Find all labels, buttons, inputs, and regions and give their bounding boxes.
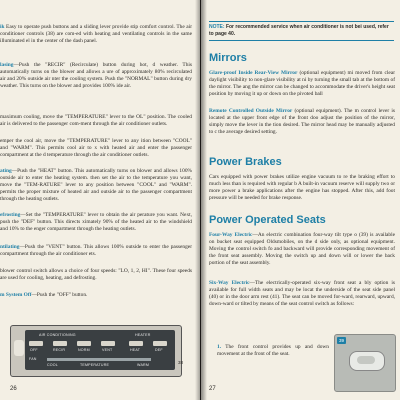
seats-list-item-1-text: The front control provides up and down movement at the front of the seat. — [217, 344, 329, 358]
left-paragraph-4-text: emper the cool air, move the "TEMPERATURE" lever to any ition between "COOL" and "WARM". This permits cool air to x with heated air and enter the passenger compartment at the d temperature through the air conditioner outlets. — [0, 138, 192, 159]
seat-switch-knob — [357, 356, 375, 364]
control-panel-face — [25, 330, 175, 370]
seats-paragraph-2-text: —The electrically-operated six-way front seat a bly option is available for full width seats and may be locat the underside of the seat side panel (40) or in the door arm rest (41). The seat can be moved for-ward, rearward, upward, down-ward or tilted by means of the seat control switch as follows: — [209, 280, 395, 308]
left-paragraph-4 — [0, 138, 192, 159]
left-paragraph-6 — [0, 212, 192, 233]
mirror-paragraph-1-lead: Glare-proof Inside Rear-View Mirror — [209, 70, 298, 76]
air-conditioning-caption: AIR CONDITIONING — [39, 333, 76, 337]
left-paragraph-9 — [0, 292, 192, 299]
left-paragraph-5-lead: ating — [0, 168, 12, 174]
right-page — [201, 0, 400, 400]
heater-caption: HEATER — [135, 333, 151, 337]
mirror-paragraph-1 — [209, 70, 395, 98]
seat-control-photo — [334, 334, 396, 392]
left-paragraph-3-text: maximum cooling, move the "TEMPERATURE" lever to the OL" position. The cooled air is delivered to the passenger com-ment through the air conditioner outlets. — [0, 114, 192, 128]
norm-button-graphic — [77, 341, 91, 346]
norm-label: NORM — [78, 348, 90, 352]
climate-control-panel-illustration — [10, 325, 182, 377]
note-text: For recommended service when air conditioner is not bei used, refer to page 40. — [209, 24, 389, 37]
mirror-paragraph-1-text: (optional equipment) mi moved from clear daylight visibility to non-glare visibility at ni by turning the small tab at the bottom of the mirror. The ang the mirror can be changed to accommodate the driver's height seat position by moving it up or down on the pivoted ball — [209, 70, 395, 98]
fan-caption: FAN — [29, 357, 37, 361]
recir-button-graphic — [53, 341, 67, 346]
left-paragraph-7-text: —Push the "VENT" button. This allows 100% outside to enter the passenger compartment through the air conditioner ets. — [0, 244, 192, 258]
left-paragraph-5-text: —Push the "HEAT" button. This automatically turns on blower and allows 100% outside air to enter the heating system. then set the air to the temperature you want, move the "TEM-RATURE" lever to any position between "COOL" and "WARM". permits the proper mixture of heated air and outside air to the passenger compartment through the heating outlets. — [0, 168, 192, 203]
left-paragraph-2 — [0, 62, 192, 90]
left-paragraph-5 — [0, 168, 192, 203]
recir-label: RECIR — [53, 348, 66, 352]
book-gutter-shadow — [195, 0, 207, 400]
seats-paragraph-2-lead: Six-Way Electric — [209, 280, 250, 286]
brakes-paragraph-1 — [209, 174, 395, 202]
def-label: DEF — [155, 348, 163, 352]
right-page-number: 27 — [209, 386, 216, 392]
heat-button-graphic — [129, 341, 143, 346]
cool-caption: COOL — [47, 363, 58, 367]
left-paragraph-1-lead: ik — [0, 24, 5, 30]
seats-paragraph-1-lead: Four-Way Electric — [209, 232, 253, 238]
fan-knob — [14, 340, 24, 356]
mirror-paragraph-2 — [209, 108, 395, 136]
left-paragraph-6-text: —Set the "TEMPERATURE" lever to obtain the air perature you want. Next, push the "DEF" button. This directs ximately 90% of the heated air to the windshield and 10% to the enger compartment through the heating outlets. — [0, 212, 192, 233]
figure-callout-38: 38 — [178, 360, 184, 365]
left-paragraph-9-lead: m System Off — [0, 292, 32, 298]
note-lead: NOTE: — [209, 24, 225, 30]
left-paragraph-1 — [0, 24, 192, 45]
left-paragraph-3 — [0, 114, 192, 128]
seats-paragraph-2 — [209, 280, 395, 308]
temperature-caption: TEMPERATURE — [80, 363, 110, 367]
left-page-number: 26 — [10, 386, 17, 392]
off-button-graphic — [29, 341, 43, 346]
left-paragraph-2-lead: lasing — [0, 62, 14, 68]
service-note — [209, 24, 394, 38]
left-paragraph-6-lead: efrosting — [0, 212, 21, 218]
seats-paragraph-1-text: —An electric combination four-way tilt type o (39) is available on bucket seat equipped Oldsmobiles, on the d side only, as optional equipment. Moving the control switch fo and backward will provide corresponding movement of the front seat assembly. Moving the switch up and down will or lower the back portion of the seat assembly. — [209, 232, 396, 267]
def-button-graphic — [153, 341, 167, 346]
vent-button-graphic — [101, 341, 115, 346]
seats-list-item-1 — [217, 344, 329, 358]
left-paragraph-8-text: blower control switch allows a choice of four speeds: "LO, 1, 2, HI". These four speeds are used for cooling, heating, and defrosting. — [0, 268, 192, 282]
mirror-paragraph-2-lead: Remote Controlled Outside Mirror — [209, 108, 293, 114]
note-bottom-rule — [209, 40, 394, 41]
mirror-paragraph-2-text: (optional equipment). The m control lever is located at the upper front edge of the front doo adjust the position of the mirror, simply move the lever in the tion desired. The mirror head may be manually adjusted to c the average desired setting. — [209, 108, 395, 136]
warm-caption: WARM — [137, 363, 150, 367]
brakes-paragraph-1-text: Cars equipped with power brakes utilize engine vacuum to re the braking effort to much less than is required with regular b A built-in vacuum reserve will supply two or more power a brake applications after the engine has stopped. After this, add foot pressure will be needed for brake response. — [209, 174, 395, 202]
heat-label: HEAT — [130, 348, 141, 352]
left-paragraph-8 — [0, 268, 192, 282]
left-paragraph-7-lead: ntilating — [0, 244, 20, 250]
off-label: OFF — [30, 348, 38, 352]
figure-badge-39: 39 — [338, 338, 344, 343]
section-heading-mirrors: Mirrors — [209, 52, 247, 64]
left-paragraph-2-text: —Push the "RECIR" (Recirculate) button during hot, d weather. This automatically turns on the blower and allows a ure of approximately 80% recirculated air and 20% outside air nter the cooling system. Push the "NORMAL" button during dry weather. This turns on the blower and provides 100% ide air. — [0, 62, 192, 90]
temperature-slider-track — [47, 358, 151, 361]
left-paragraph-9-text: —Push the "OFF" button. — [31, 292, 88, 298]
section-heading-power-brakes: Power Brakes — [209, 156, 282, 168]
note-top-rule — [209, 21, 394, 22]
vent-label: VENT — [102, 348, 113, 352]
seats-list-item-1-number: 1. — [217, 344, 222, 350]
seats-paragraph-1 — [209, 232, 395, 267]
left-paragraph-7 — [0, 244, 192, 258]
section-heading-power-operated-seats: Power Operated Seats — [209, 214, 326, 226]
left-paragraph-1-text: Easy to operate push buttons and a sliding lever provide stip comfort control. The air conditioner controls (38) are com-ed with heating and ventilating controls in the same illuminated el in the center of the dash panel. — [0, 24, 192, 45]
